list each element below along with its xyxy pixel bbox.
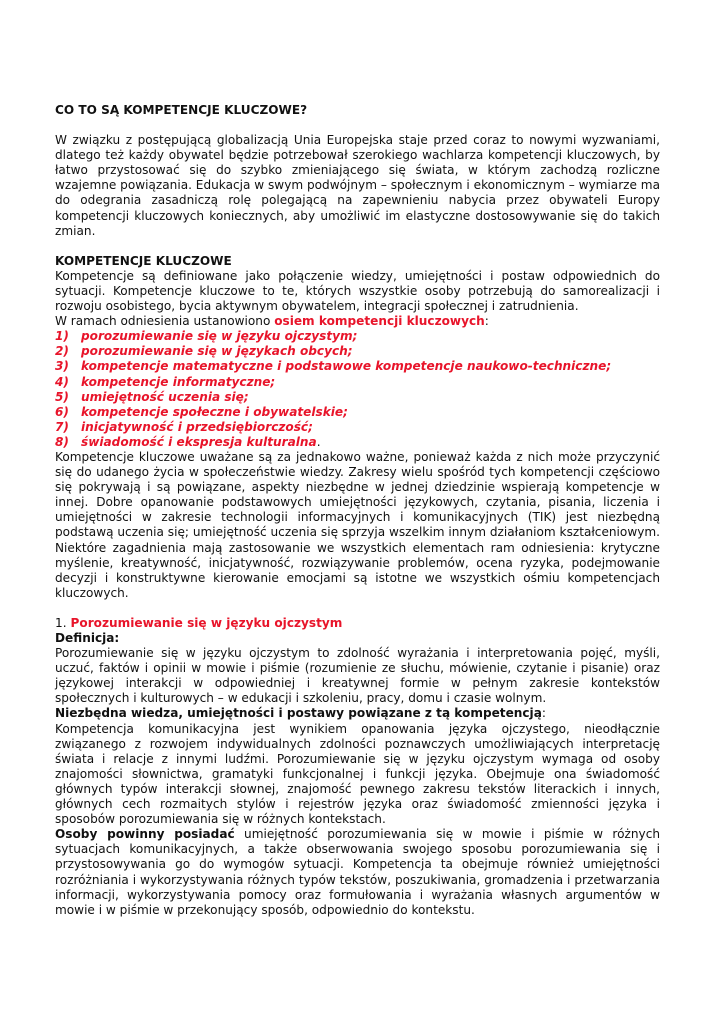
spacer [55,601,660,616]
document-page [55,103,660,918]
intro-paragraph: W związku z postępującą globalizacją Unia Europejska staje przed coraz to nowymi wyzwaniami, dlatego też każdy obywatel będzie potrzebował szerokiego wachlarza kompetencji kluczowych, by łatwo przystosować się do szybko zmieniającego się świata, w którym zachodzą rozliczne wzajemne powiązania. Edukacja w swym podwójnym – społecznym i ekonomicznym – wymiarze ma do odegrania zasadniczą rolę polegającą na zapewnieniu nabycia przez obywateli Europy kompetencji kluczowych koniecznych, aby umożliwić im elastyczne dostosowywanie się do takich zmian. [55,133,660,238]
skills-label: Osoby powinny posiadać [55,827,235,842]
importance-paragraph: Kompetencje kluczowe uważane są za jednakowo ważne, ponieważ każda z nich może przyczynić się do udanego życia w społeczeństwie wiedzy. Zakresy wielu spośród tych kompetencji częściowo się pokrywają i są powiązane, aspekty niezbędne w jednej dziedzinie wspierają kompetencje w innej. Dobre opanowanie podstawowych umiejętności językowych, czytania, pisania, liczenia i umiejętności w zakresie technologii informacyjnych i komunikacyjnych (TIK) jest niezbędną podstawą uczenia się; umiejętność uczenia się sprzyja wszelkim innym działaniom kształceniowym. Niektóre zagadnienia mają zastosowanie we wszystkich elementach ram odniesienia: krytyczne myślenie, kreatywność, inicjatywność, rozwiązywanie problemów, ocena ryzyka, podejmowanie decyzji i konstruktywne kierowanie emocjami są istotne we wszystkich ośmiu kompetencjach kluczowych. [55,449,660,600]
framework-highlight: osiem kompetencji kluczowych [274,314,485,329]
framework-prefix: W ramach odniesienia ustanowiono [55,314,275,329]
list-item: 8) świadomość i ekspresja kulturalna. [55,434,321,449]
knowledge-paragraph: Kompetencja komunikacyjna jest wynikiem opanowania języka ojczystego, nieodłącznie związanego z rozwojem indywidualnych zdolności poznawczych umożliwiających interpretację świata i relacje z innymi ludźmi. Porozumiewanie się w języku ojczystym wymaga od osoby znajomości słownictwa, gramatyki funkcjonalnej i funkcji języka. Obejmuje ona świadomość głównych typów interakcji słownej, znajomość pewnego zakresu tekstów literackich i innych, głównych cech rozmaitych stylów i rejestrów języka oraz świadomość zmienności języka i sposobów porozumiewania się w różnych kontekstach. [55,721,660,827]
section-1-heading [55,616,660,631]
list-item: 5) umiejętność uczenia się; [55,389,249,404]
framework-line [55,314,660,329]
definition-label: Definicja: [55,631,120,645]
skills-paragraph [55,827,660,918]
list-item: 2) porozumiewanie się w językach obcych; [55,344,353,359]
section-heading: KOMPETENCJE KLUCZOWE [55,253,232,268]
framework-suffix: : [484,314,489,329]
spacer [55,118,660,133]
list-item: 3) kompetencje matematyczne i podstawowe kompetencje naukowo-techniczne; [55,359,612,374]
spacer [55,239,660,254]
page-title: CO TO SĄ KOMPETENCJE KLUCZOWE? [55,103,308,117]
knowledge-heading: Niezbędna wiedza, umiejętności i postawy powiązane z tą kompetencją: [55,706,546,721]
list-item: 4) kompetencje informatyczne; [55,374,276,389]
section-definition-text: Porozumiewanie się w języku ojczystym to zdolność wyrażania i interpretowania pojęć, myśli, uczuć, faktów i opinii w mowie i piśmie (rozumienie ze słuchu, mówienie, czytanie i pisanie) oraz językowej interakcji w odpowiedniej i kreatywnej formie w pełnym zakresie kontekstów społecznych i kulturowych – w edukacji i szkoleniu, pracy, domu i czasie wolnym. [55,646,660,706]
key-competences-list [55,329,660,450]
definition-paragraph: Kompetencje są definiowane jako połączenie wiedzy, umiejętności i postaw odpowiednich do sytuacji. Kompetencje kluczowe to te, których wszystkie osoby potrzebują do samorealizacji i rozwoju osobistego, bycia aktywnym obywatelem, integracji społecznej i zatrudnienia. [55,268,660,314]
section-number: 1. [55,615,67,630]
skills-text: umiejętność porozumiewania się w mowie i piśmie w różnych sytuacjach komunikacyjnych, a także obserwowania swojego sposobu porozumiewania się i przystosowywania go do wymogów sytuacji. Kompetencja ta obejmuje również umiejętności rozróżniania i wykorzystywania różnych typów tekstów, poszukiwania, gromadzenia i przetwarzania informacji, wykorzystywania pomocy oraz formułowania i wyrażania własnych argumentów w mowie i w piśmie w przekonujący sposób, odpowiednio do kontekstu. [55,827,661,917]
list-item: 6) kompetencje społeczne i obywatelskie; [55,404,348,419]
list-item: 7) inicjatywność i przedsiębiorczość; [55,419,313,434]
section-title: Porozumiewanie się w języku ojczystym [70,615,343,630]
list-item: 1) porozumiewanie się w języku ojczystym; [55,329,358,344]
